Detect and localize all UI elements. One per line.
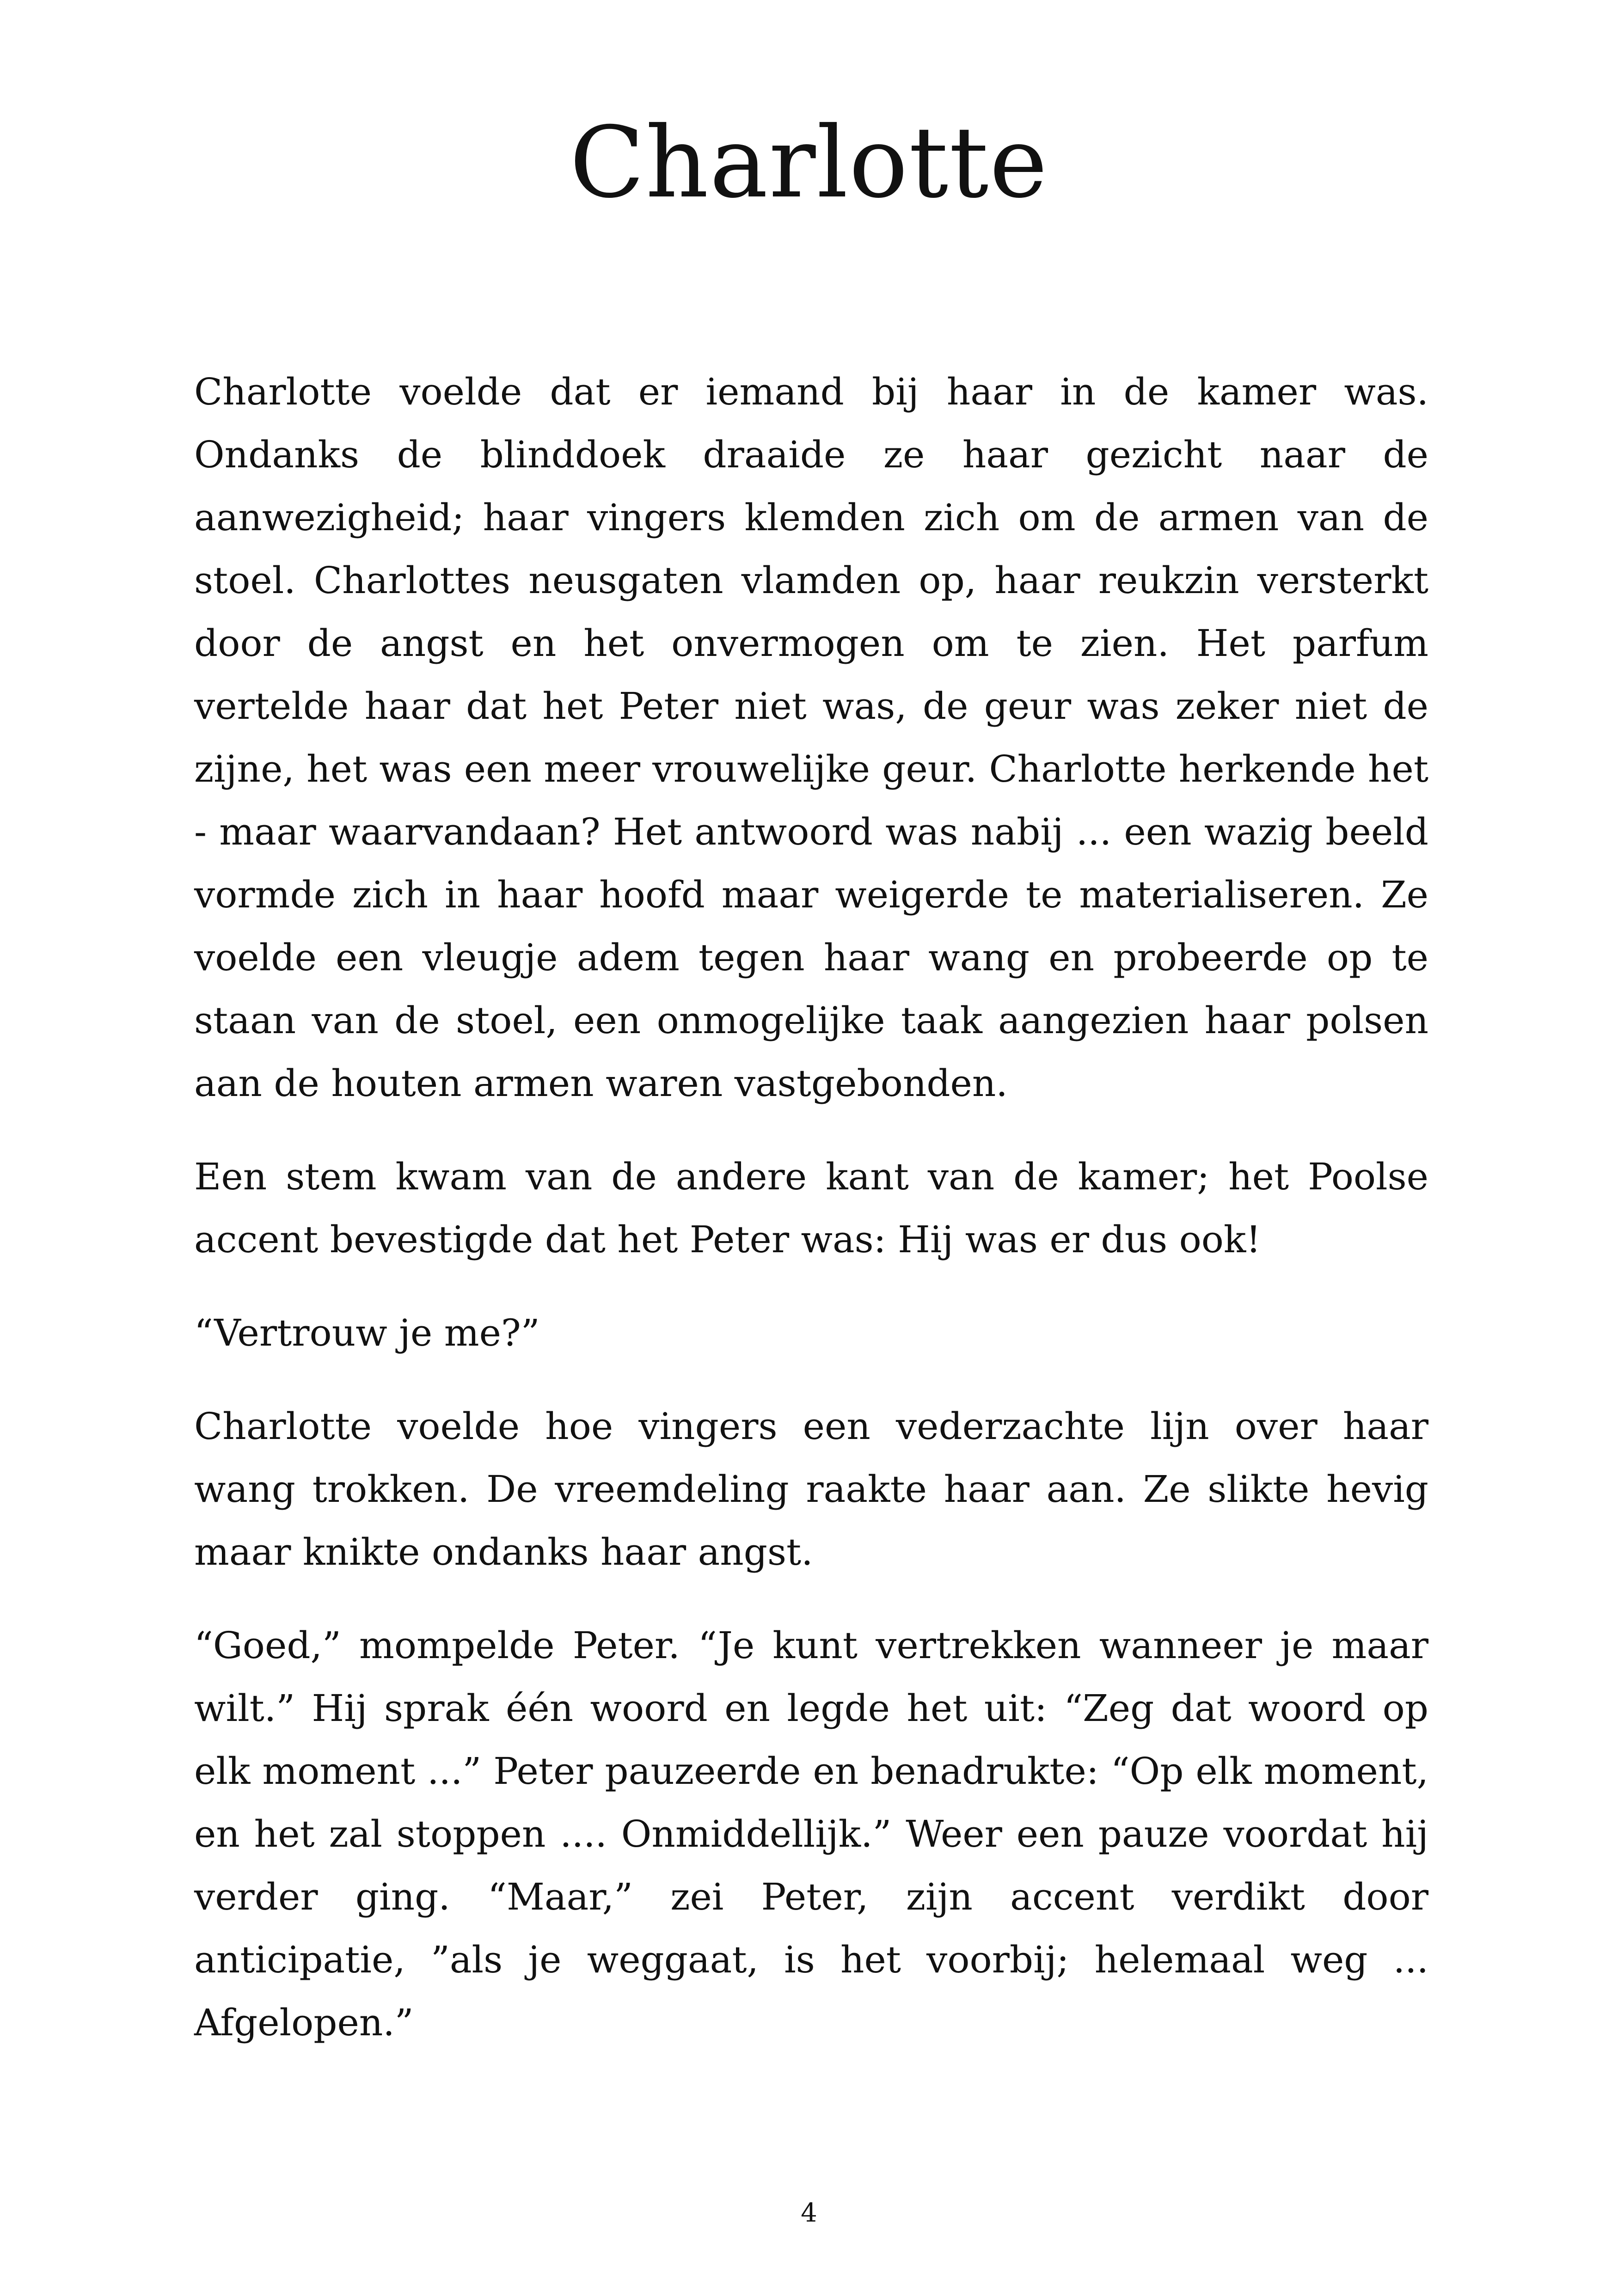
body-text (194, 361, 1428, 2085)
paragraph: Charlotte voelde hoe vingers een vederzachte lijn over haar wang trokken. De vreemdeling raakte haar aan. Ze slikte hevig maar knikte ondanks haar angst. (194, 1405, 1428, 1574)
paragraph: Charlotte voelde dat er iemand bij haar in de kamer was. Ondanks de blinddoek draaide ze haar gezicht naar de aanwezigheid; haar vingers klemden zich om de armen van de stoel. Charlottes neusgaten vlamden op, haar reukzin versterkt door de angst en het onvermogen om te zien. Het parfum vertelde haar dat het Peter niet was, de geur was zeker niet de zijne, het was een meer vrouwelijke geur. Charlotte herkende het - maar waarvandaan? Het antwoord was nabij ... een wazig beeld vormde zich in haar hoofd maar weigerde te materialiseren. Ze voelde een vleugje adem tegen haar wang en probeerde op te staan van de stoel, een onmogelijke taak aangezien haar polsen aan de houten armen waren vastgebonden. (194, 370, 1428, 1105)
paragraph: “Goed,” mompelde Peter. “Je kunt vertrekken wanneer je maar wilt.” Hij sprak één woord en legde het uit: “Zeg dat woord op elk moment ...” Peter pauzeerde en benadrukte: “Op elk moment, en het zal stoppen .... Onmiddellijk.” Weer een pauze voordat hij verder ging. “Maar,” zei Peter, zijn accent verdikt door anticipatie, ”als je weggaat, is het voorbij; helemaal weg ... Afgelopen.” (194, 1624, 1428, 2044)
paragraph: Een stem kwam van de andere kant van de kamer; het Poolse accent bevestigde dat het Peter was: Hij was er dus ook! (194, 1155, 1428, 1261)
paragraph: “Vertrouw je me?” (194, 1311, 540, 1354)
chapter-title: Charlotte (570, 105, 1048, 220)
page-number: 4 (801, 2198, 817, 2228)
